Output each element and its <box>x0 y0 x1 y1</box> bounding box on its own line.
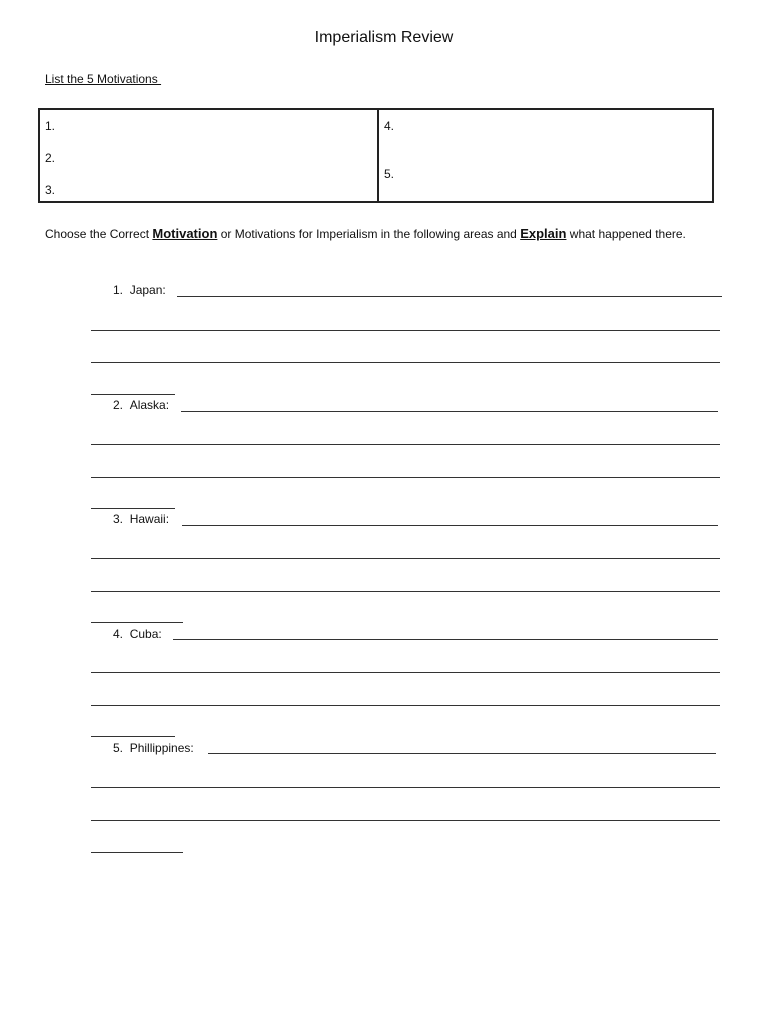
instructions-text-2: or Motivations for Imperialism in the following areas and <box>217 227 521 241</box>
motivations-table <box>38 108 714 203</box>
answer-line[interactable] <box>91 672 720 673</box>
answer-line[interactable] <box>208 753 716 754</box>
motivation-keyword: Motivation <box>152 226 218 241</box>
list-heading: List the 5 Motivations <box>45 72 162 86</box>
instructions-text-1: Choose the Correct <box>45 227 153 241</box>
answer-line[interactable] <box>91 394 175 395</box>
table-divider <box>377 110 379 201</box>
answer-line[interactable] <box>91 622 183 623</box>
instructions <box>45 224 725 244</box>
answer-line[interactable] <box>177 296 722 297</box>
answer-line[interactable] <box>91 444 720 445</box>
explain-keyword: Explain <box>520 226 567 241</box>
answer-line[interactable] <box>91 852 183 853</box>
question-label: 4. Cuba: <box>113 627 162 641</box>
question-label: 2. Alaska: <box>113 398 170 412</box>
answer-line[interactable] <box>181 411 718 412</box>
page-title: Imperialism Review <box>314 29 454 46</box>
instructions-text-3: what happened there. <box>566 227 686 241</box>
answer-line[interactable] <box>91 362 720 363</box>
motivation-1-label: 1. <box>45 119 56 133</box>
answer-line[interactable] <box>91 736 175 737</box>
answer-line[interactable] <box>91 477 720 478</box>
motivation-4-label: 4. <box>384 119 395 133</box>
question-label: 1. Japan: <box>113 283 166 297</box>
answer-line[interactable] <box>91 705 720 706</box>
answer-line[interactable] <box>91 820 720 821</box>
answer-line[interactable] <box>91 591 720 592</box>
answer-line[interactable] <box>173 639 718 640</box>
motivation-5-label: 5. <box>384 167 395 181</box>
motivation-2-label: 2. <box>45 151 56 165</box>
question-label: 5. Phillippines: <box>113 741 194 755</box>
motivation-3-label: 3. <box>45 183 56 197</box>
answer-line[interactable] <box>91 787 720 788</box>
answer-line[interactable] <box>91 508 175 509</box>
answer-line[interactable] <box>91 558 720 559</box>
question-label: 3. Hawaii: <box>113 512 170 526</box>
answer-line[interactable] <box>182 525 718 526</box>
answer-line[interactable] <box>91 330 720 331</box>
